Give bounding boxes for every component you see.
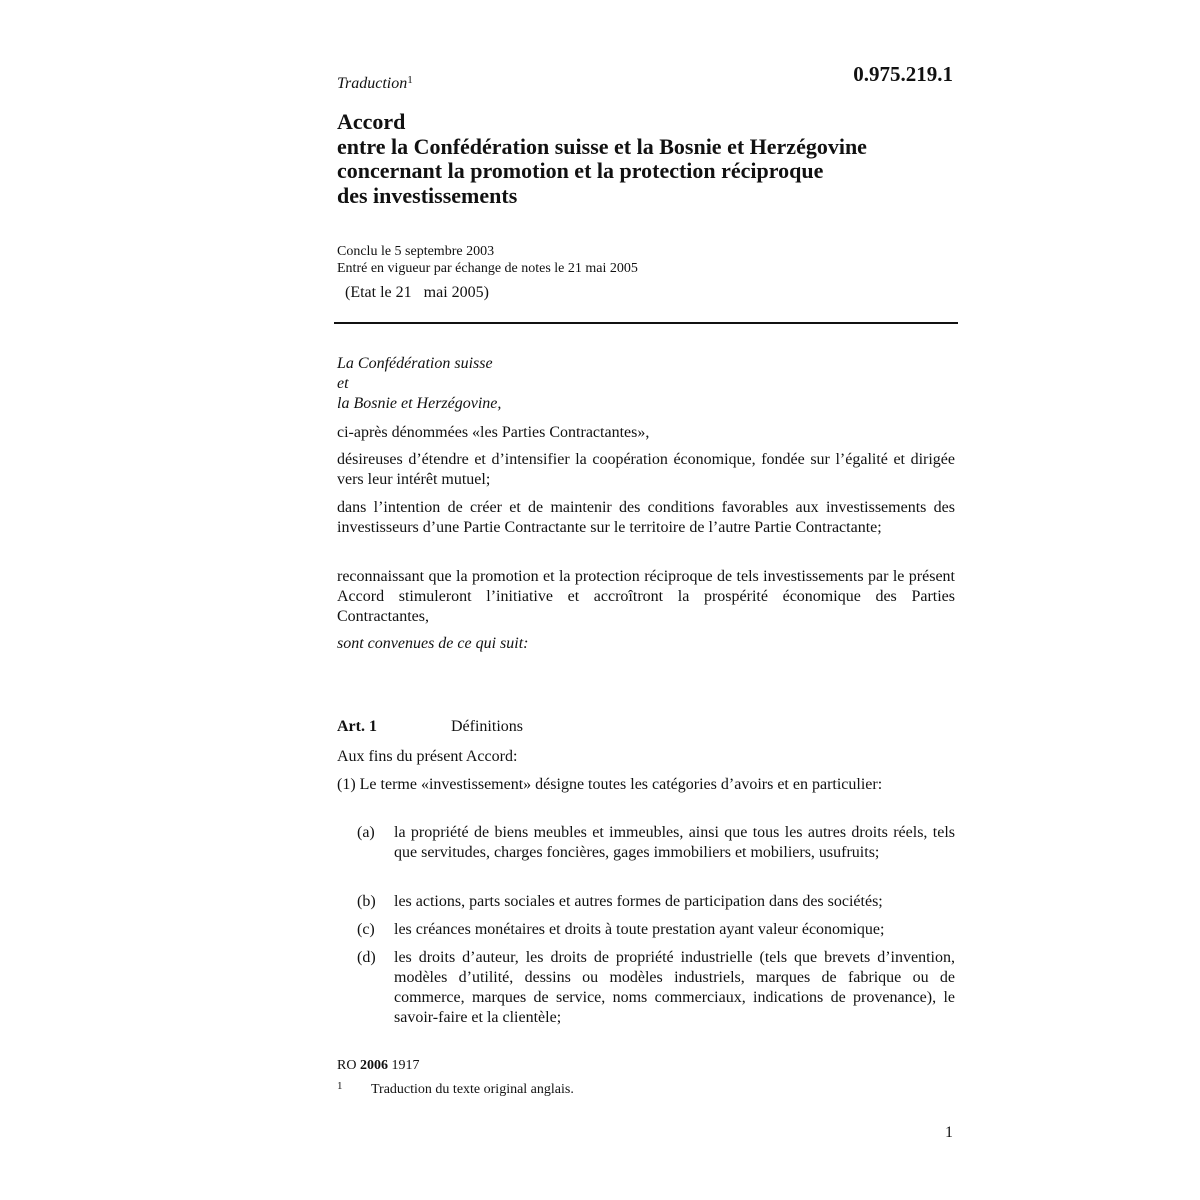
list-item-marker: (c) xyxy=(357,921,375,938)
title-line: Accord xyxy=(337,109,406,134)
title-line: concernant la promotion et la protection réciproque xyxy=(337,158,824,183)
list-item-text: les actions, parts sociales et autres formes de participation dans des sociétés; xyxy=(394,893,883,910)
party-line: et xyxy=(337,375,349,392)
ro-page: 1917 xyxy=(391,1058,420,1073)
list-item-text: la propriété de biens meubles et immeubles, ainsi que tous les autres droits réels, tels que servitudes, charges foncières, gages immobiliers et mobiliers, usufruits; xyxy=(394,824,955,861)
party-line: la Bosnie et Herzégovine, xyxy=(337,395,502,412)
document-meta xyxy=(337,243,638,277)
preamble-paragraph: reconnaissant que la promotion et la protection réciproque de tels investissements par le présent Accord stimuleront l’initiative et accroîtront la prospérité économique des Parties Contractantes, xyxy=(337,568,955,625)
article-intro: Aux fins du présent Accord: xyxy=(337,748,518,765)
translation-label xyxy=(337,74,413,93)
list-item xyxy=(357,892,955,912)
footnote-reference: 1 xyxy=(407,74,413,86)
page-number: 1 xyxy=(945,1124,953,1141)
list-item xyxy=(357,948,955,1028)
translation-label-text: Traduction xyxy=(337,75,408,92)
article-heading xyxy=(337,718,523,736)
official-collection-reference xyxy=(337,1058,419,1074)
list-item xyxy=(357,920,955,940)
preamble-paragraph: désireuses d’étendre et d’intensifier la coopération économique, fondée sur l’égalité et dirigée vers leur intérêt mutuel; xyxy=(337,451,955,488)
preamble-closing: sont convenues de ce qui suit: xyxy=(337,635,529,652)
state-date: (Etat le 21 mai 2005) xyxy=(341,284,489,301)
contracting-parties xyxy=(337,354,955,414)
article-title: Définitions xyxy=(451,718,523,735)
list-item-text: les créances monétaires et droits à toute prestation ayant valeur économique; xyxy=(394,921,885,938)
list-item-marker: (b) xyxy=(357,893,376,910)
entry-into-force: Entré en vigueur par échange de notes le 21 mai 2005 xyxy=(337,261,638,276)
ro-year: 2006 xyxy=(359,1058,388,1073)
list-item-marker: (d) xyxy=(357,949,376,966)
document-number: 0.975.219.1 xyxy=(853,62,953,86)
preamble-paragraph: ci-après dénommées «les Parties Contractantes», xyxy=(337,424,650,441)
party-line: La Confédération suisse xyxy=(337,355,493,372)
header-divider xyxy=(334,322,958,324)
title-line: entre la Confédération suisse et la Bosnie et Herzégovine xyxy=(337,133,867,159)
footnote xyxy=(337,1080,574,1098)
preamble-paragraph: dans l’intention de créer et de maintenir des conditions favorables aux investissements des investisseurs d’une Partie Contractante sur le territoire de l’autre Partie Contractante; xyxy=(337,499,955,536)
footnote-text: Traduction du texte original anglais. xyxy=(371,1082,574,1097)
title-line: des investissements xyxy=(337,182,518,208)
list-item-text: les droits d’auteur, les droits de propriété industrielle (tels que brevets d’invention, modèles d’utilité, dessins ou modèles industriels, marques de fabrique ou de commerce, marques de service, noms commerciaux, indications de provenance), le savoir-faire et la clientèle; xyxy=(394,949,955,1026)
list-item-marker: (a) xyxy=(357,824,375,841)
list-item xyxy=(357,823,955,863)
article-paragraph: (1) Le terme «investissement» désigne toutes les catégories d’avoirs et en particulier: xyxy=(337,776,883,793)
article-number: Art. 1 xyxy=(337,718,377,735)
ro-prefix: RO xyxy=(337,1058,357,1073)
document-title xyxy=(337,110,977,208)
footnote-number: 1 xyxy=(337,1080,343,1092)
concluded-date: Conclu le 5 septembre 2003 xyxy=(337,244,495,259)
